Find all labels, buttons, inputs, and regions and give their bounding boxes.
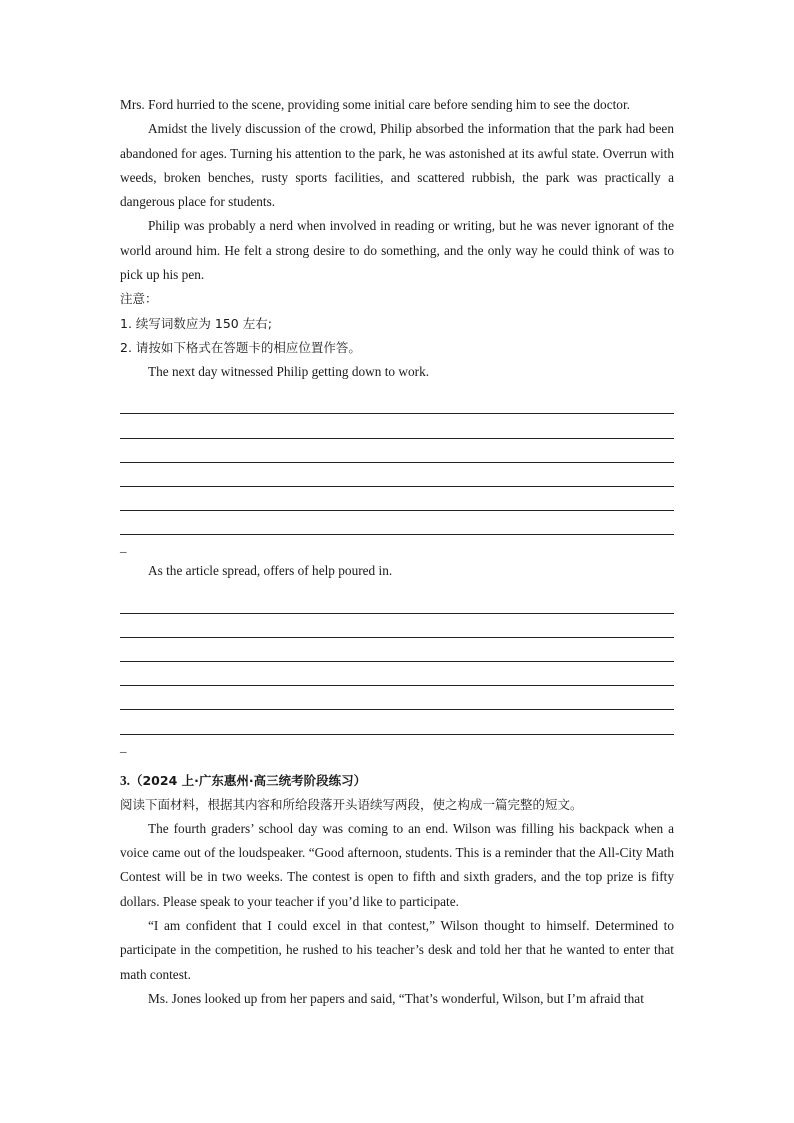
question-3-instruction: 阅读下面材料，根据其内容和所给段落开头语续写两段，使之构成一篇完整的短文。	[120, 796, 583, 812]
question-3-paragraph-2: “I am confident that I could excel in that contest,” Wilson thought to himself. Determined to participate in the competition, he rushed to his teacher’s desk and told her that he wanted to enter that math contest.	[120, 918, 674, 982]
answer-line	[120, 511, 674, 535]
answer-line	[120, 463, 674, 487]
answer-line	[120, 487, 674, 511]
answer-line	[120, 589, 674, 613]
answer-line	[120, 686, 674, 710]
question-3-heading	[120, 769, 674, 793]
answer-end-mark-2: _	[120, 738, 127, 754]
continuation-cue-1: The next day witnessed Philip getting down to work.	[148, 364, 430, 380]
passage1-paragraph-3: Philip was probably a nerd when involved in reading or writing, but he was never ignorant of the world around him. He felt a strong desire to do something, and the only way he could think of was to pick up his pen.	[120, 218, 674, 283]
answer-line	[120, 414, 674, 438]
answer-line	[120, 662, 674, 686]
answer-line	[120, 614, 674, 638]
continuation-cue-2: As the article spread, offers of help poured in.	[148, 563, 393, 579]
question-3-paragraph-1: The fourth graders’ school day was coming to an end. Wilson was filling his backpack when a voice came out of the loudspeaker. “Good afternoon, students. This is a reminder that the All-City Math Contest will be in two weeks. The contest is open to fifth and sixth graders, and the top prize is fifty dollars. Please speak to your teacher if you’d like to participate.	[120, 820, 674, 909]
question-source: （2024 上·广东惠州·高三统考阶段练习）	[129, 772, 367, 788]
notes-item-2: 2. 请按如下格式在答题卡的相应位置作答。	[120, 339, 361, 355]
passage1-paragraph-1: Mrs. Ford hurried to the scene, providing some initial care before sending him to see the doctor.	[120, 97, 630, 112]
answer-line	[120, 710, 674, 734]
question-number: 3.	[120, 772, 130, 788]
answer-lines-1	[120, 390, 674, 535]
answer-end-mark-1: _	[120, 539, 127, 555]
answer-line	[120, 638, 674, 662]
notes-heading: 注意：	[120, 291, 158, 307]
answer-line	[120, 439, 674, 463]
question-3-paragraph-3: Ms. Jones looked up from her papers and said, “That’s wonderful, Wilson, but I’m afraid that	[148, 990, 644, 1006]
passage1-paragraph-2: Amidst the lively discussion of the crowd, Philip absorbed the information that the park had been abandoned for ages. Turning his attention to the park, he was astonished at its awful state. Overrun with weeds, broken benches, rusty sports facilities, and scattered rubbish, the park was practically a dangerous place for students.	[120, 121, 674, 210]
document-page	[120, 93, 674, 1011]
answer-lines-2	[120, 589, 674, 734]
notes-item-1: 1. 续写词数应为 150 左右;	[120, 315, 272, 331]
answer-line	[120, 390, 674, 414]
